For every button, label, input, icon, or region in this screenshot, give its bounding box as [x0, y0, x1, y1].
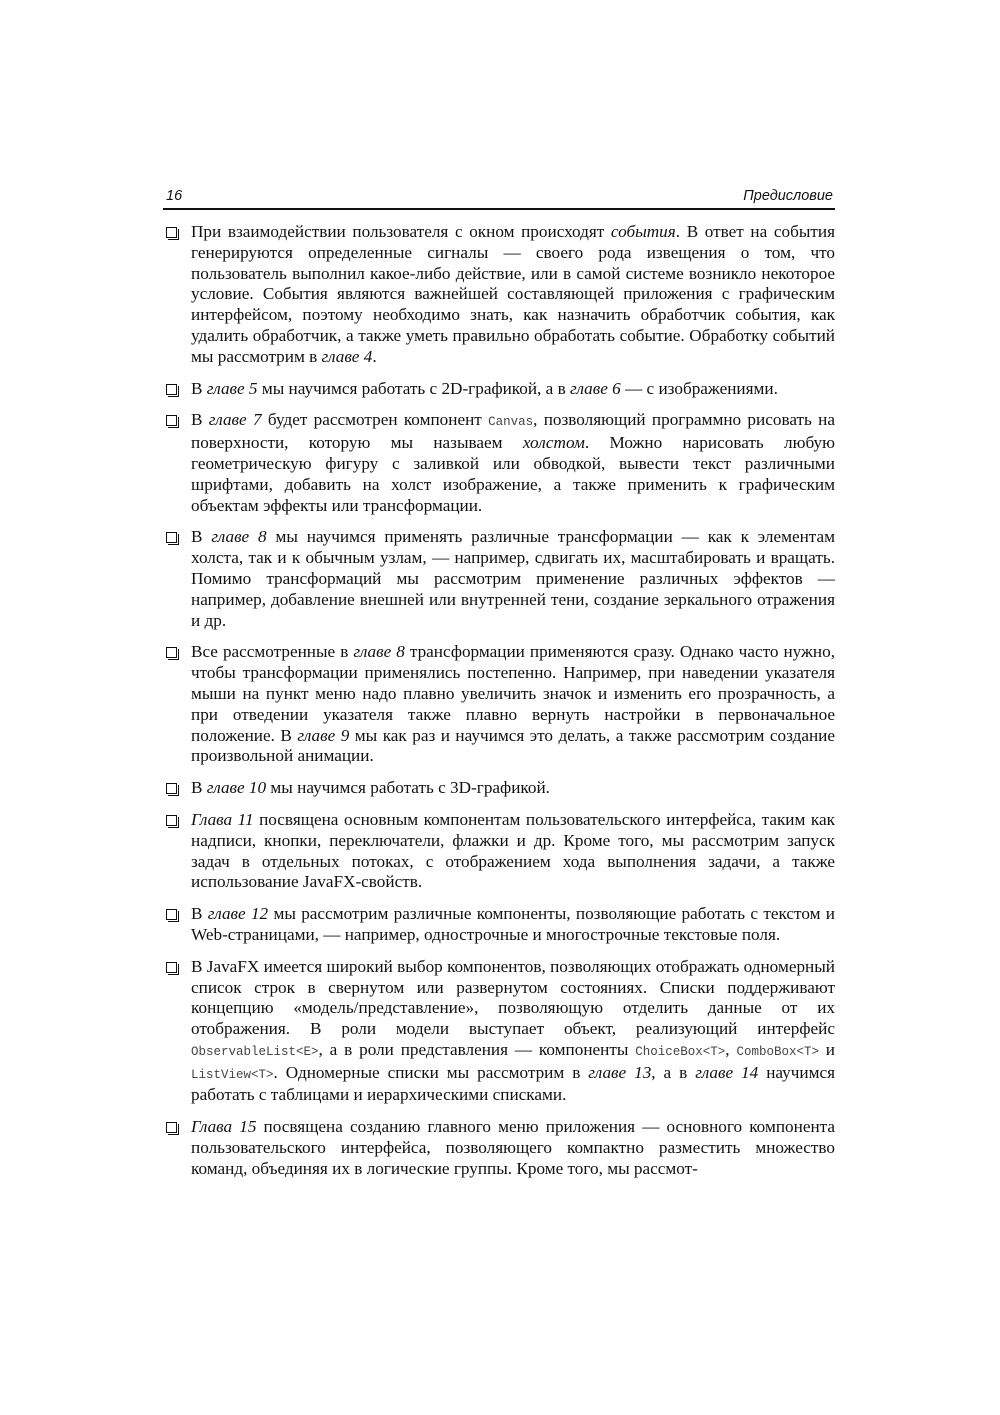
- body-text: мы научимся работать с 2D-графикой, а в: [257, 378, 570, 398]
- bullet-item: [163, 642, 835, 767]
- bullet-item: [163, 957, 835, 1107]
- checkbox-bullet-icon: [166, 783, 177, 794]
- italic-text: Глава 15: [191, 1117, 257, 1137]
- italic-text: главе 6: [570, 378, 621, 398]
- body-text: В: [191, 778, 207, 798]
- page-number: 16: [166, 188, 183, 204]
- checkbox-bullet-icon: [166, 415, 177, 426]
- code-text: ObservableList<E>: [191, 1044, 319, 1059]
- body-text: и: [818, 1039, 836, 1059]
- checkbox-bullet-icon: [166, 532, 177, 543]
- body-text: В: [191, 378, 207, 398]
- italic-text: главе 10: [206, 778, 267, 798]
- body-text: Все рассмотренные в: [191, 642, 354, 662]
- italic-text: холстом: [522, 433, 585, 453]
- bullet-list: [163, 222, 835, 1191]
- italic-text: главе 14: [695, 1062, 759, 1082]
- body-text: научимся работать с таблицами и иерархическими списками.: [191, 1062, 835, 1105]
- italic-text: главе 9: [297, 725, 350, 745]
- italic-text: события: [610, 222, 676, 241]
- body-text: посвящена созданию главного меню приложения — основного компонента пользовательского интерфейса, позволяющего компактно разместить множество команд, объединяя их в логические группы. Кроме того, мы рассмот-: [191, 1117, 835, 1178]
- body-text: .: [372, 346, 377, 366]
- body-text: . Одномерные списки мы рассмотрим в: [273, 1062, 589, 1082]
- body-text: , позволяющий программно рисовать на поверхности, которую мы называем: [191, 410, 836, 453]
- body-text: В: [191, 904, 208, 924]
- bullet-item: [163, 778, 835, 799]
- italic-text: главе 8: [211, 527, 267, 547]
- checkbox-bullet-icon: [166, 962, 177, 973]
- running-header: [163, 186, 835, 210]
- italic-text: Глава 11: [191, 809, 254, 829]
- checkbox-bullet-icon: [166, 384, 177, 395]
- body-text: , а в: [651, 1062, 696, 1082]
- code-text: Canvas: [488, 415, 534, 430]
- italic-text: главе 12: [207, 904, 269, 924]
- checkbox-bullet-icon: [166, 1122, 177, 1133]
- bullet-item: [163, 904, 835, 946]
- body-text: посвящена основным компонентам пользовательского интерфейса, таким как надписи, кнопки, переключатели, флажки и др. Кроме того, мы рассмотрим запуск задач в отдельных потоках, с отображением хода выполнения задачи, а также использование JavaFX-свойств.: [191, 809, 835, 892]
- italic-text: главе 13: [588, 1062, 652, 1082]
- italic-text: главе 5: [206, 378, 258, 398]
- code-text: ChoiceBox<T>: [635, 1044, 726, 1059]
- body-text: мы научимся применять различные трансформации — как к элементам холста, так и к обычным узлам, — например, сдвигать их, масштабировать и вращать. Помимо трансформаций мы рассмотрим применение различных эффектов — например, добавление внешней или внутренней тени, создание зеркального отражения и др.: [191, 527, 836, 630]
- bullet-item: [163, 1117, 835, 1179]
- checkbox-bullet-icon: [166, 227, 177, 238]
- italic-text: главе 7: [208, 410, 262, 430]
- body-text: будет рассмотрен компонент: [261, 410, 489, 430]
- body-text: мы рассмотрим различные компоненты, позволяющие работать с текстом и Web-страницами, — например, однострочные и многострочные текстовые поля.: [191, 904, 835, 944]
- italic-text: главе 8: [353, 642, 405, 662]
- bullet-item: [163, 222, 835, 368]
- body-text: , а в роли представления — компоненты: [318, 1039, 636, 1059]
- bullet-item: [163, 410, 835, 516]
- section-title: Предисловие: [743, 188, 833, 204]
- body-text: В JavaFX имеется широкий выбор компонентов, позволяющих отображать одномерный список строк в свернутом или развернутом состояниях. Списки поддерживают концепцию «модель/представление», позволяющую отделить данные от их отображения. В роли модели выступает объект, реализующий интерфейс: [191, 956, 835, 1039]
- italic-text: главе 4: [321, 346, 373, 366]
- checkbox-bullet-icon: [166, 815, 177, 826]
- body-text: ,: [725, 1039, 737, 1059]
- bullet-item: [163, 379, 835, 400]
- checkbox-bullet-icon: [166, 909, 177, 920]
- body-text: . В ответ на события генерируются определенные сигналы — своего рода извещения о том, что пользователь выполнил какое-либо действие, или в самой системе возникло некоторое условие. События являются важнейшей составляющей приложения с графическим интерфейсом, поэтому необходимо знать, как назначить обработчик события, как удалить обработчик, а также уметь правильно обработать событие. Обработку событий мы рассмотрим в: [191, 222, 836, 366]
- code-text: ComboBox<T>: [736, 1044, 819, 1059]
- body-text: трансформации применяются сразу. Однако часто нужно, чтобы трансформации применялись постепенно. Например, при наведении указателя мыши на пункт меню надо плавно увеличить значок и изменить его прозрачность, а при отведении указателя также плавно вернуть настройки в первоначальное положение. В: [191, 642, 835, 745]
- bullet-item: [163, 810, 835, 893]
- body-text: мы научимся работать с 3D-графикой.: [266, 778, 550, 798]
- bullet-item: [163, 527, 835, 631]
- body-text: При взаимодействии пользователя с окном происходят: [191, 222, 611, 241]
- body-text: В: [191, 527, 212, 547]
- body-text: . Можно нарисовать любую геометрическую фигуру с заливкой или обводкой, вывести текст различными шрифтами, добавить на холст изображение, а также применить к графическим объектам эффекты или трансформации.: [191, 433, 835, 515]
- body-text: В: [191, 410, 209, 430]
- code-text: ListView<T>: [191, 1067, 274, 1082]
- body-text: — с изображениями.: [620, 378, 778, 398]
- body-text: мы как раз и научимся это делать, а также рассмотрим создание произвольной анимации.: [191, 725, 835, 766]
- checkbox-bullet-icon: [166, 647, 177, 658]
